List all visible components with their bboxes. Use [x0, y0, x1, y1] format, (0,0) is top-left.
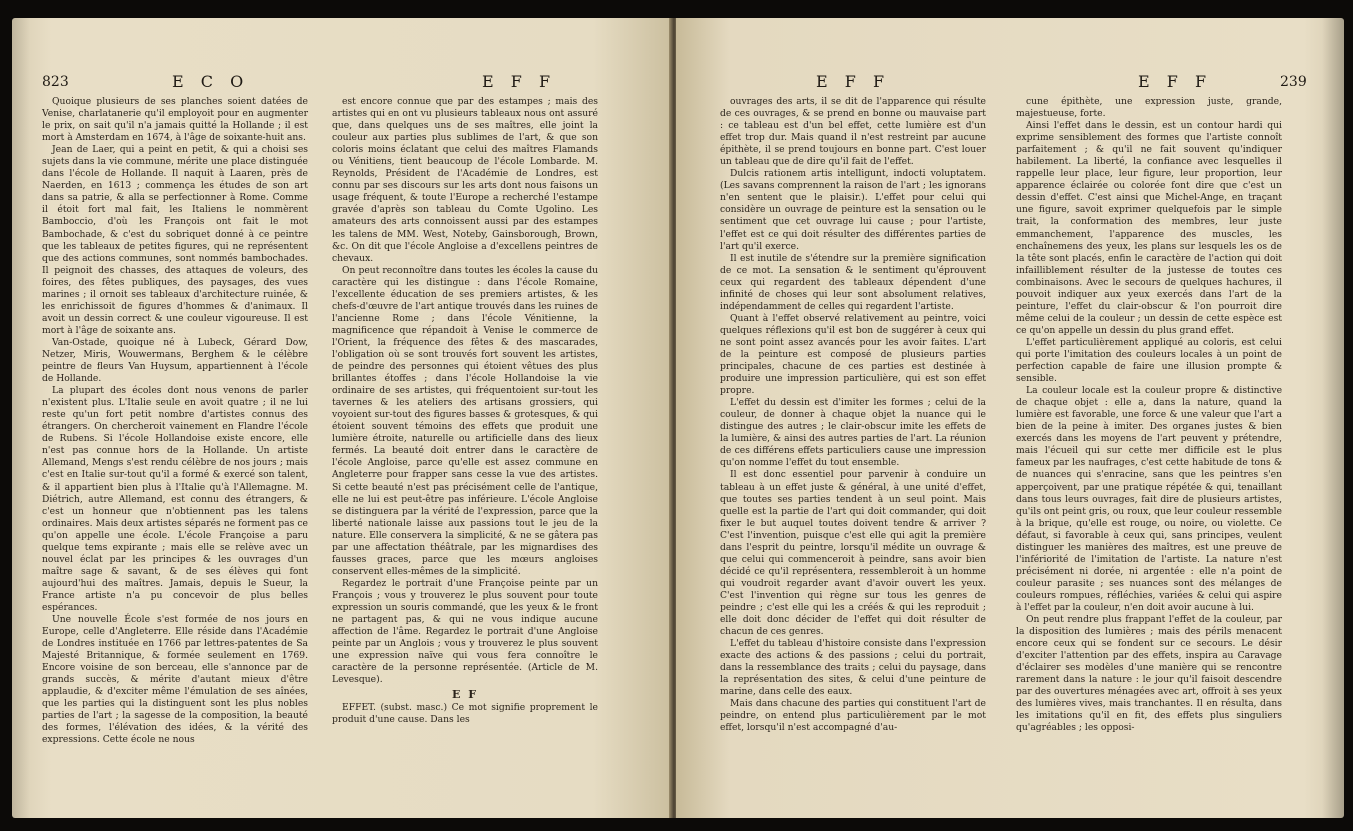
paragraph: Il est inutile de s'étendre sur la première signification de ce mot. La sensation & le sentiment qu'éprouvent ceux qui regardent des tableaux dépendent d'une infinité de choses qui leur sont absolument relatives, indépendamment de celles qui regardent l'artiste.: [720, 252, 986, 312]
left-page-column-1: [42, 96, 308, 747]
paragraph: Quant à l'effet observé relativement au peintre, voici quelques réflexions qu'il est bon de suggérer à ceux qui ne sont point assez avancés pour les avoir faites. L'art de la peinture est composé de plusieurs parties principales, chacune de ces parties est destinée à produire une impression particulière, qui est son effet propre.: [720, 312, 986, 397]
paragraph: Une nouvelle École s'est formée de nos jours en Europe, celle d'Angleterre. Elle réside dans l'Académie de Londres instituée en 1766 par lettres-patentes de Sa Majesté Britannique, & formée seulement en 1769. Encore voisine de son berceau, elle s'annonce par de grands succès, & mérite d'autant mieux d'être applaudie, & d'exciter même l'émulation de ses aînées, que les parties qui la distinguent sont les plus nobles parties de l'art ; la sagesse de la composition, la beauté des formes, l'élévation des idées, & la vérité des expressions. Cette école ne nous: [42, 614, 308, 746]
page-edge-shadow: [1322, 18, 1344, 818]
paragraph: Quoique plusieurs de ses planches soient datées de Venise, charlatanerie qu'il employoit pour en augmenter le prix, on sait qu'il n'a jamais quitté la Hollande ; il est mort à Amsterdam en 1674, à l'âge de soixante-huit ans.: [42, 96, 308, 144]
paragraph: L'effet du tableau d'histoire consiste dans l'expression exacte des actions & des passions ; celui du portrait, dans la ressemblance des traits ; celui du paysage, dans la représentation des sites, & celui d'une peinture de marine, dans celle des eaux.: [720, 638, 986, 698]
paragraph: cune épithète, une expression juste, grande, majestueuse, forte.: [1016, 96, 1282, 120]
entry-heading: E F: [451, 688, 479, 702]
paragraph: La plupart des écoles dont nous venons de parler n'existent plus. L'Italie seule en avoit quatre ; il ne lui reste qu'un fort petit nombre d'artistes connus des étrangers. On chercheroit vainement en Flandre l'école de Rubens. Si l'école Hollandoise existe encore, elle n'est pas connue hors de la Hollande. Un artiste Allemand, Mengs s'est rendu célèbre de nos jours ; mais c'est en Italie sur-tout qu'il a formé & exercé son talent, & il appartient bien plus à l'Italie qu'à l'Allemagne. M. Diétrich, autre Allemand, est connu des étrangers, & c'est un honneur que n'obtiennent pas les talens ordinaires. Mais deux artistes séparés ne forment pas ce qu'on appelle une école. L'école Françoise a paru quelque tems expirante ; mais elle se relève avec un nouvel éclat par les principes & les ouvrages d'un maître sage & savant, & de ses élèves qui font aujourd'hui des maîtres. Jamais, depuis le Sueur, la France artiste n'a pu concevoir de plus belles espérances.: [42, 385, 308, 613]
paragraph: L'effet particulièrement appliqué au coloris, est celui qui porte l'imitation des couleurs locales à un point de perfection capable de faire une illusion prompte & sensible.: [1016, 336, 1282, 385]
running-head-right: E F F: [1138, 72, 1213, 91]
paragraph: ouvrages des arts, il se dit de l'apparence qui résulte de ces ouvrages, & se prend en bonne ou mauvaise part : ce tableau est d'un bel effet, cette lumière est d'un effet trop dur. Mais quand il n'est restreint par aucune épithète, il se prend toujours en bonne part. C'est louer un tableau que de dire qu'il fait de l'effet.: [720, 96, 986, 168]
running-head-left: E F F: [816, 72, 891, 91]
page-number-right: 239: [1280, 74, 1307, 90]
left-page-column-2: [332, 96, 598, 726]
paragraph: On peut reconnoître dans toutes les écoles la cause du caractère qui les distingue : dans l'école Romaine, l'excellente éducation de ses premiers artistes, & les chefs-d'œuvre de l'art antique trouvés dans les ruines de l'ancienne Rome ; dans l'école Vénitienne, la magnificence que répandoit à Venise le commerce de l'Orient, la fréquence des fêtes & des mascarades, l'obligation où se sont trouvés fort souvent les artistes, de peindre des personnes qui étoient vêtues des plus brillantes étoffes ; dans l'école Hollandoise la vie ordinaire de ses artistes, qui fréquentoient sur-tout les tavernes & les ateliers des artisans grossiers, qui voyoient sur-tout des figures basses & grotesques, & qui étoient souvent témoins des effets que produit une lumière étroite, naturelle ou artificielle dans des lieux fermés. La beauté doit entrer dans le caractère de l'école Angloise, parce qu'elle est assez commune en Angleterre pour frapper sans cesse la vue des artistes. Si cette beauté n'est pas précisément celle de l'antique, elle ne lui est peut-être pas inférieure. L'école Angloise se distinguera par la vérité de l'expression, parce que la liberté nationale laisse aux passions tout le jeu de la nature. Elle conservera la simplicité, & ne se gâtera pas par une affectation théâtrale, par les mignardises des fausses graces, parce que les mœurs angloises conservent elles-mêmes de la simplicité.: [332, 264, 598, 577]
paragraph: Mais dans chacune des parties qui constituent l'art de peindre, on entend plus particulièrement par le mot effet, lorsqu'il n'est accompagné d'au-: [720, 698, 986, 734]
page-edge-shadow: [12, 18, 30, 818]
paragraph: L'effet du dessin est d'imiter les formes ; celui de la couleur, de donner à chaque objet la nuance qui le distingue des autres ; le clair-obscur imite les effets de la lumière, & ainsi des autres parties de l'art. La réunion de ces différens effets particuliers cause une impression qu'on nomme l'effet du tout ensemble.: [720, 397, 986, 469]
paragraph: Van-Ostade, quoique né à Lubeck, Gérard Dow, Netzer, Miris, Wouwermans, Berghem & le célèbre peintre de fleurs Van Huysum, appartiennent à l'école de Hollande.: [42, 336, 308, 385]
paragraph: On peut rendre plus frappant l'effet de la couleur, par la disposition des lumières ; mais des périls menacent encore ceux qui se fondent sur ce secours. Le désir d'exciter l'attention par des effets, inspira au Caravage d'éclairer ses modèles d'une manière qui se rencontre rarement dans la nature : le jour qu'il faisoit descendre par des ouvertures ménagées avec art, offroit à ses yeux des lumières vives, mais tranchantes. Il en résulta, dans les imitations qu'il en fit, des effets plus singuliers qu'agréables ; les opposi-: [1016, 614, 1282, 734]
paragraph: Jean de Laer, qui a peint en petit, & qui a choisi ses sujets dans la vie commune, mérite une place distinguée dans l'école de Hollande. Il naquit à Laaren, près de Naerden, en 1613 ; commença les études de son art dans sa patrie, & alla se perfectionner à Rome. Comme il étoit fort mal fait, les Italiens le nommèrent Bamboccio, d'où les François ont fait le mot Bambochade, & c'est du sobriquet donné à ce peintre que les tableaux de petites figures, qui ne représentent que des actions communes, sont nommés bambochades. Il peignoit des chasses, des attaques de voleurs, des foires, des fêtes publiques, des paysages, des vues marines ; il ornoit ses tableaux d'architecture ruinée, & les enrichissoit de figures d'hommes & d'animaux. Il avoit un dessin correct & une couleur vigoureuse. Il est mort à l'âge de soixante ans.: [42, 144, 308, 336]
paragraph: La couleur locale est la couleur propre & distinctive de chaque objet : elle a, dans la nature, quand la lumière est favorable, une force & une valeur que l'art a bien de la peine à imiter. Des organes justes & bien exercés dans les moyens de l'art peuvent y prétendre, mais l'écueil qui sur cette mer difficile est le plus fameux par les naufrages, c'est cette habitude de tons & de nuances qui s'enracine, sans que les peintres s'en apperçoivent, par une pratique répétée & qui, tenaillant dans tous leurs ouvrages, fait dire de plusieurs artistes, qu'ils ont peint gris, ou roux, que leur couleur ressemble à la brique, qu'elle est rouge, ou noire, ou violette. Ce défaut, si favorable à ceux qui, sans principes, veulent distinguer les manières des maîtres, est une preuve de l'infériorité de l'imitation de l'artiste. La nature n'est précisément ni dorée, ni argentée : elle n'a point de couleur parasite ; ses nuances sont des mélanges de couleurs rompues, réfléchies, variées & celui qui aspire à l'effet par la couleur, n'en doit avoir aucune à lui.: [1016, 385, 1282, 613]
paragraph: Dulcis rationem artis intelligunt, indocti voluptatem. (Les savans comprennent la raison de l'art ; les ignorans n'en sentent que le plaisir.). L'effet pour celui qui considère un ouvrage de peinture est la sensation ou le sentiment que cet ouvrage lui cause ; pour l'artiste, l'effet est ce qui doit résulter des différentes parties de l'art qu'il exerce.: [720, 168, 986, 252]
paragraph: Il est donc essentiel pour parvenir à conduire un tableau à un effet juste & général, à une unité d'effet, que toutes ses parties tendent à un seul point. Mais quelle est la partie de l'art qui doit commander, qui doit fixer le but auquel toutes doivent tendre & arriver ? C'est l'invention, puisque c'est elle qui agit la première dans l'esprit du peintre, lorsqu'il médite un ouvrage & que celui qui commenceroit à peindre, sans avoir bien décidé ce qu'il représentera, ressembleroit à un homme qui voudroit regarder avant d'avoir ouvert les yeux. C'est l'invention qui règne sur tous les genres de peindre ; c'est elle qui les a créés & qui les reproduit ; elle doit donc décider de l'effet qui doit résulter de chacun de ces genres.: [720, 469, 986, 638]
page-number-left: 823: [42, 74, 69, 90]
right-page-column-1: [720, 96, 986, 734]
entry-effet-start: EFFET. (subst. masc.) Ce mot signifie proprement le produit d'une cause. Dans les: [332, 702, 598, 726]
right-page-column-2: [1016, 96, 1282, 734]
running-head-right: E F F: [482, 72, 557, 91]
running-head-left: E C O: [172, 72, 250, 91]
left-page: [12, 18, 672, 818]
right-page: [676, 18, 1344, 818]
paragraph: Ainsi l'effet dans le dessin, est un contour hardi qui exprime sensiblement des formes que l'artiste connoît parfaitement ; & qu'il ne fait souvent qu'indiquer habilement. La liberté, la confiance avec lesquelles il rappelle leur place, leur figure, leur proportion, leur apparence éclairée ou colorée font dire que c'est un dessin d'effet. C'est ainsi que Michel-Ange, en traçant une figure, savoit exprimer quelquefois par le simple trait, la conformation des membres, leur juste emmanchement, l'apparence des muscles, les enchaînemens des yeux, les plans sur lesquels les os de la tête sont placés, enfin le caractère de l'action qui doit infailliblement résulter de la justesse de toutes ces combinaisons. Avec le secours de quelques hachures, il pouvoit indiquer aux yeux exercés dans l'art de la peinture, l'effet du clair-obscur & l'on pourroit dire même celui de la couleur ; un dessin de cette espèce est ce qu'on appelle un dessin du plus grand effet.: [1016, 120, 1282, 336]
paragraph: Regardez le portrait d'une Françoise peinte par un François ; vous y trouverez le plus souvent pour toute expression un souris commandé, que les yeux & le front ne partagent pas, & qui ne vous indique aucune affection de l'âme. Regardez le portrait d'une Angloise peinte par un Anglois ; vous y trouverez le plus souvent une expression naïve qui vous fera connoître le caractère de la personne représentée. (Article de M. Levesque).: [332, 577, 598, 686]
paragraph: est encore connue que par des estampes ; mais des artistes qui en ont vu plusieurs tableaux nous ont assuré que, dans quelques uns de ses maîtres, elle joint la couleur aux parties plus sublimes de l'art, & que son coloris moins éclatant que celui des maîtres Flamands ou Vénitiens, tient beaucoup de l'école Lombarde. M. Reynolds, Président de l'Académie de Londres, est connu par ses discours sur les arts dont nous faisons un usage fréquent, & toute l'Europe a recherché l'estampe gravée d'après son tableau du Comte Ugolino. Les amateurs des arts connoissent aussi par des estampes les talens de MM. West, Noteby, Gainsborough, Brown, &c. On dit que l'école Angloise a d'excellens peintres de chevaux.: [332, 96, 598, 264]
